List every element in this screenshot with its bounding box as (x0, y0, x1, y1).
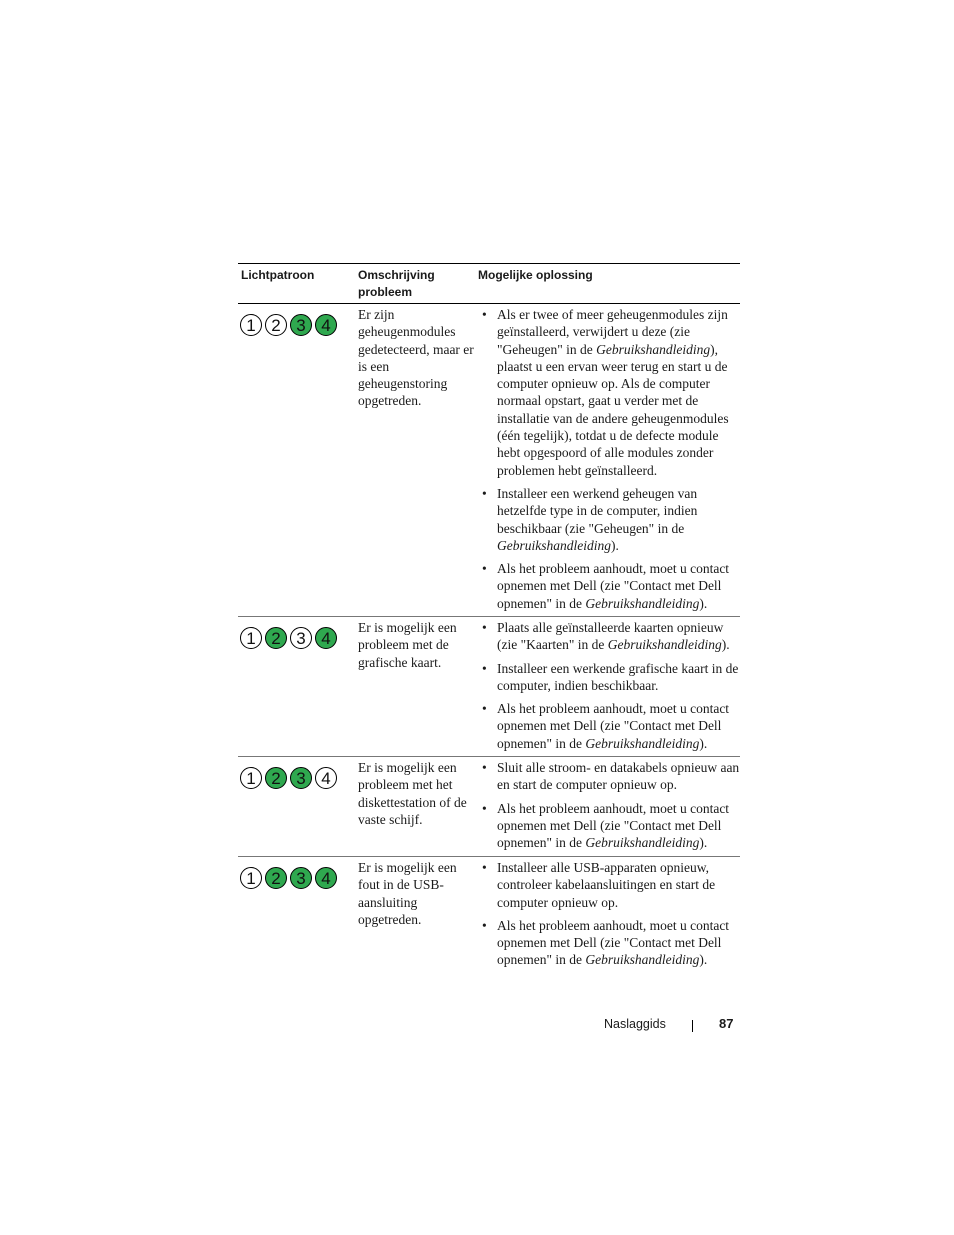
solution-item: • Als het probleem aanhoudt, moet u contact opnemen met Dell (zie "Contact met Dell opnemen" in de Gebruikshandleiding). (480, 800, 740, 852)
solution-item: • Als het probleem aanhoudt, moet u contact opnemen met Dell (zie "Contact met Dell opnemen" in de Gebruikshandleiding). (480, 700, 740, 752)
diagnostic-light-4-on: 4 (315, 867, 337, 889)
diagnostic-light-1-off: 1 (240, 767, 262, 789)
manual-title: Gebruikshandleiding (497, 537, 611, 553)
diagnostic-light-2-on: 2 (265, 627, 287, 649)
header-possible-solution: Mogelijke oplossing (478, 268, 593, 282)
light-pattern (240, 627, 356, 649)
diagnostic-light-3-on: 3 (290, 767, 312, 789)
solution-item: • Als het probleem aanhoudt, moet u contact opnemen met Dell (zie "Contact met Dell opnemen" in de Gebruikshandleiding). (480, 560, 740, 612)
light-pattern (240, 767, 356, 789)
problem-description: Er zijn geheugenmodules gedetecteerd, maar er is een geheugenstoring opgetreden. (358, 307, 474, 409)
light-pattern (240, 314, 356, 336)
solution-item: • Als het probleem aanhoudt, moet u contact opnemen met Dell (zie "Contact met Dell opnemen" in de Gebruikshandleiding). (480, 917, 740, 969)
manual-title: Gebruikshandleiding (585, 835, 700, 851)
diagnostic-light-2-on: 2 (265, 867, 287, 889)
solution-item: • Installeer alle USB-apparaten opnieuw, controleer kabelaansluitingen en start de computer opnieuw op. (480, 859, 740, 911)
solution-item: • Installeer een werkende grafische kaart in de computer, indien beschikbaar. (480, 660, 740, 695)
solution-item: • Installeer een werkend geheugen van hetzelfde type in de computer, indien beschikbaar (zie "Geheugen" in de Gebruikshandleiding). (480, 485, 740, 554)
solution-list (480, 759, 740, 851)
manual-title: Gebruikshandleiding (596, 341, 711, 357)
diagnostic-light-4-on: 4 (315, 314, 337, 336)
manual-title: Gebruikshandleiding (585, 952, 700, 968)
diagnostic-light-1-off: 1 (240, 314, 262, 336)
page-number: 87 (719, 1016, 734, 1031)
diagnostic-light-4-off: 4 (315, 767, 337, 789)
problem-description: Er is mogelijk een fout in de USB-aansluiting opgetreden. (358, 860, 457, 927)
table-row (238, 304, 740, 617)
light-pattern (240, 867, 356, 889)
table-header (238, 263, 740, 304)
diagnostic-lights-table (238, 263, 740, 977)
solution-item: • Plaats alle geïnstalleerde kaarten opnieuw (zie "Kaarten" in de Gebruikshandleiding). (480, 619, 740, 654)
table-row (238, 617, 740, 757)
header-problem-description: Omschrijving probleem (358, 268, 435, 299)
footer-separator (692, 1020, 693, 1032)
solution-list (480, 859, 740, 969)
diagnostic-light-4-on: 4 (315, 627, 337, 649)
diagnostic-light-3-on: 3 (290, 867, 312, 889)
diagnostic-light-1-off: 1 (240, 627, 262, 649)
diagnostic-light-1-off: 1 (240, 867, 262, 889)
manual-title: Gebruikshandleiding (585, 595, 700, 611)
diagnostic-light-3-off: 3 (290, 627, 312, 649)
solution-item: • Als er twee of meer geheugenmodules zijn geïnstalleerd, verwijdert u deze (zie "Geheugen" in de Gebruikshandleiding), plaatst u een ervan weer terug en start u de computer opnieuw op. Als de computer normaal opstart, gaat u verder met de installatie van de andere geheugenmodules (één tegelijk), totdat u de defecte module hebt opgespoord of alle modules zonder problemen hebt geïnstalleerd. (480, 306, 740, 479)
table-row (238, 857, 740, 977)
solution-item: • Sluit alle stroom- en datakabels opnieuw aan en start de computer opnieuw op. (480, 759, 740, 794)
page-footer (0, 1016, 954, 1036)
manual-title: Gebruikshandleiding (607, 637, 722, 653)
problem-description: Er is mogelijk een probleem met de grafische kaart. (358, 620, 457, 670)
diagnostic-light-2-on: 2 (265, 767, 287, 789)
problem-description: Er is mogelijk een probleem met het diskettestation of de vaste schijf. (358, 760, 467, 827)
diagnostic-light-2-off: 2 (265, 314, 287, 336)
footer-section-title: Naslaggids (604, 1017, 666, 1031)
solution-list (480, 306, 740, 612)
manual-title: Gebruikshandleiding (585, 735, 700, 751)
header-light-pattern: Lichtpatroon (241, 268, 315, 282)
solution-list (480, 619, 740, 752)
diagnostic-light-3-on: 3 (290, 314, 312, 336)
table-row (238, 757, 740, 857)
